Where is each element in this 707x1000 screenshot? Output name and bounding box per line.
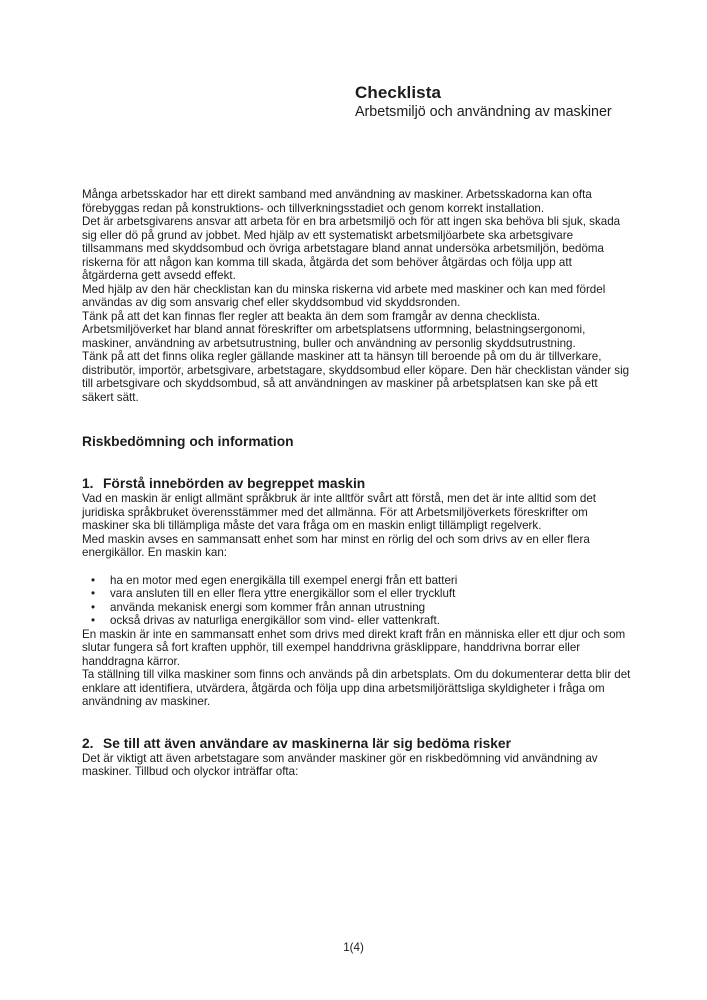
page-number: 1(4) (343, 941, 364, 954)
body-paragraph: Vad en maskin är enligt allmänt språkbruk är inte alltför svårt att förstå, men det är inte alltid som det juridiska språkbruket överensstämmer med det allmänna. För att Arbetsmiljöverkets föreskrifter om maskiner ska bli tillämpliga måste det vara fråga om en maskin enligt tillämpligt regelverk. (82, 492, 597, 532)
section-heading: Riskbedömning och information (82, 434, 294, 449)
bullet-item: • använda mekanisk energi som kommer från annan utrustning (82, 601, 631, 615)
intro-paragraph: Det är arbetsgivarens ansvar att arbeta för en bra arbetsmiljö och för att ingen ska behöva bli sjuk, skada sig eller dö på grund av jobbet. Med hjälp av ett systematiskt arbetsmiljöarbete ska arbetsgivare tillsammans med skyddsombud och övriga arbetstagare bland annat undersöka arbetsmiljön, bedöma riskerna för att någon kan komma till skada, åtgärda det som behöver åtgärdas och följa upp att åtgärderna gett avsedd effekt. (82, 215, 621, 282)
body-paragraph: Ta ställning till vilka maskiner som finns och används på din arbetsplats. Om du dokumenterar detta blir det enklare att identifiera, utvärdera, åtgärda och följa upp dina arbetsmiljörättsliga skyldigheter i fråga om användning av maskiner. (82, 668, 631, 708)
bullet-item: • vara ansluten till en eller flera yttre energikällor som el eller tryckluft (82, 587, 631, 601)
document-title: Checklista (355, 83, 442, 102)
intro-paragraph: Tänk på att det finns olika regler gällande maskiner att ta hänsyn till beroende på om du är tillverkare, distributör, importör, arbetsgivare, arbetstagare, skyddsombud eller köpare. Den här checklistan vänder sig till arbetsgivare och skyddsombud, så att användningen av maskiner på arbetsplatsen kan ske på ett säkert sätt. (82, 350, 630, 404)
intro-paragraph: Tänk på att det kan finnas fler regler att beakta än dem som framgår av denna checklista. Arbetsmiljöverket har bland annat föreskrifter om arbetsplatsens utformning, belastningsergonomi, maskiner, användning av arbetsutrustning, buller och användning av personlig skyddsutrustning. (82, 309, 586, 350)
bullet-item: • också drivas av naturliga energikällor som vind- eller vattenkraft. (82, 614, 631, 628)
document-subtitle: Arbetsmiljö och användning av maskiner (355, 104, 612, 120)
heading-text: Förstå innebörden av begreppet maskin (103, 476, 366, 491)
bullet-list (82, 574, 631, 628)
document-body (82, 188, 631, 779)
body-paragraph: En maskin är inte en sammansatt enhet som drivs med direkt kraft från en människa eller ett djur och som slutar fungera så fort kraften upphör, till exempel handdrivna gräsklippare, handdrivna borrar eller handdragna kärror. (82, 627, 626, 668)
body-paragraph: Med maskin avses en sammansatt enhet som har minst en rörlig del och som drivs av en eller flera energikällor. En maskin kan: (82, 532, 590, 559)
page-footer (0, 941, 707, 955)
document-header (355, 83, 612, 121)
heading-number: 2. (82, 735, 94, 751)
intro-paragraph: Många arbetsskador har ett direkt samband med användning av maskiner. Arbetsskadorna kan ofta förebyggas redan på konstruktions- och tillverkningsstadiet och genom korrekt installation. (82, 188, 592, 215)
body-paragraph: Det är viktigt att även arbetstagare som använder maskiner gör en riskbedömning vid användning av maskiner. Tillbud och olyckor inträffar ofta: (82, 751, 598, 778)
intro-paragraph: Med hjälp av den här checklistan kan du minska riskerna vid arbete med maskiner och kan med fördel användas av dig som ansvarig chef eller skyddsombud vid skyddsronden. (82, 282, 606, 309)
heading-number: 1. (82, 476, 94, 491)
bullet-item: • ha en motor med egen energikälla till exempel energi från ett batteri (82, 574, 631, 588)
heading-text: Se till att även användare av maskinerna lär sig bedöma risker (103, 735, 511, 751)
numbered-heading-2 (82, 736, 631, 752)
numbered-heading-1 (82, 476, 631, 492)
